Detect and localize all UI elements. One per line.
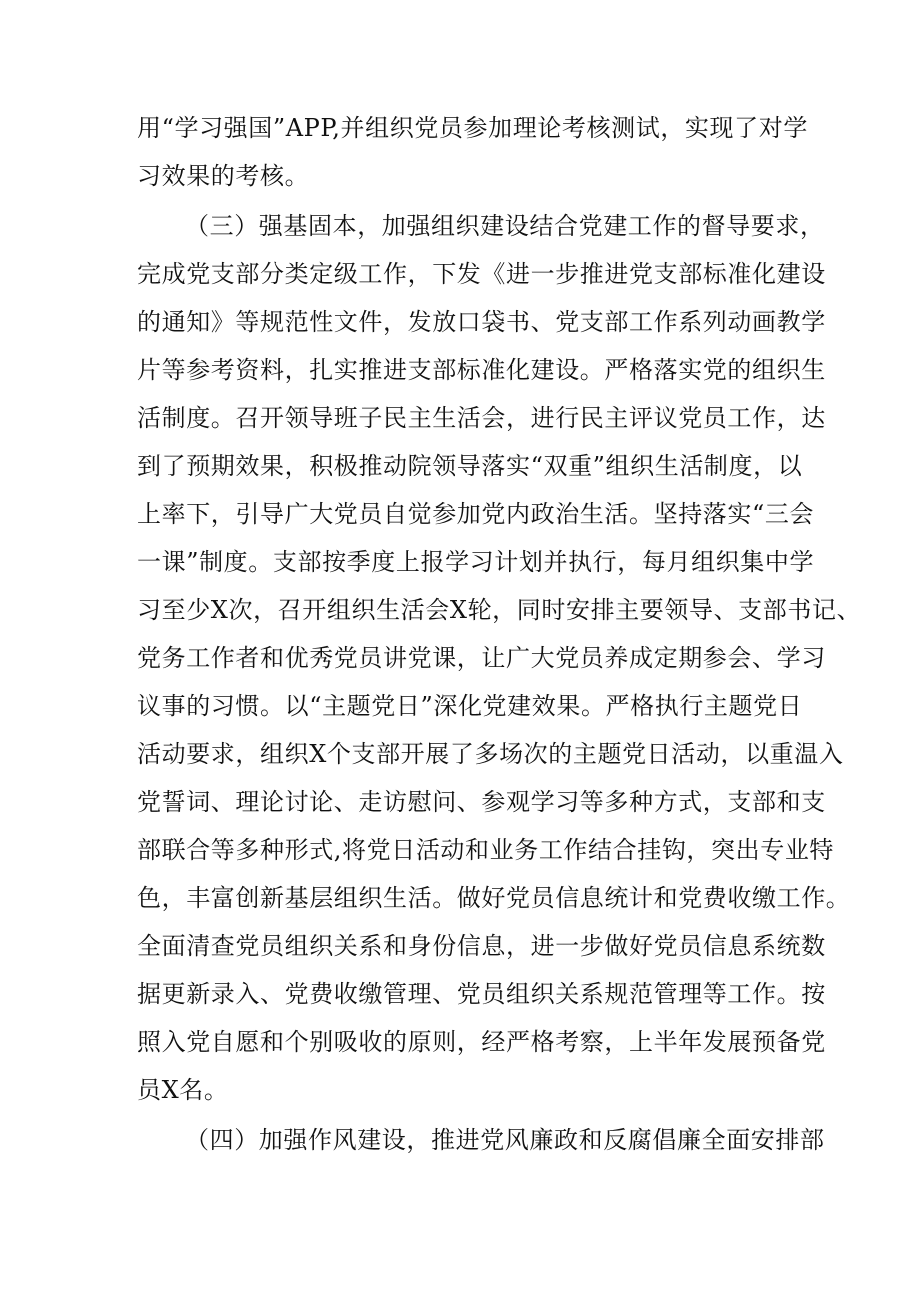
text-line: 片等参考资料，扎实推进支部标准化建设。严格落实党的组织生 [137, 356, 826, 384]
text-line: 色，丰富创新基层组织生活。做好党员信息统计和党费收缴工作。 [137, 884, 851, 912]
text-line: 上率下，引导广大党员自觉参加党内政治生活。坚持落实“三会 [137, 500, 815, 528]
text-line: 的通知》等规范性文件，发放口袋书、党支部工作系列动画教学 [137, 308, 826, 336]
text-line: 员X名。 [137, 1076, 229, 1104]
text-line: 议事的习惯。以“主题党日”深化党建效果。严格执行主题党日 [137, 692, 803, 720]
text-line: 全面清查党员组织关系和身份信息，进一步做好党员信息系统数 [137, 932, 826, 960]
text-line: 到了预期效果，积极推动院领导落实“双重”组织生活制度，以 [137, 452, 803, 480]
text-line: 活制度。召开领导班子民主生活会，进行民主评议党员工作，达 [137, 404, 826, 432]
text-line: 完成党支部分类定级工作，下发《进一步推进党支部标准化建设 [137, 260, 826, 288]
text-line: 部联合等多种形式,将党日活动和业务工作结合挂钩，突出专业特 [137, 836, 835, 864]
text-line: （四）加强作风建设，推进党风廉政和反腐倡廉全面安排部 [185, 1126, 825, 1154]
text-line: 据更新录入、党费收缴管理、党员组织关系规范管理等工作。按 [137, 980, 826, 1008]
text-line: 一课”制度。支部按季度上报学习计划并执行，每月组织集中学 [137, 548, 815, 576]
text-line: 党务工作者和优秀党员讲党课，让广大党员养成定期参会、学习 [137, 644, 826, 672]
text-line: （三）强基固本，加强组织建设结合党建工作的督导要求， [185, 212, 825, 240]
text-line: 习效果的考核。 [137, 162, 310, 190]
text-line: 党誓词、理论讨论、走访慰问、参观学习等多种方式，支部和支 [137, 788, 826, 816]
text-line: 照入党自愿和个别吸收的原则，经严格考察，上半年发展预备党 [137, 1028, 826, 1056]
text-line: 习至少X次，召开组织生活会X轮，同时安排主要领导、支部书记、 [137, 596, 862, 624]
text-line: 用“学习强国”APP,并组织党员参加理论考核测试，实现了对学 [137, 114, 808, 142]
text-line: 活动要求，组织X个支部开展了多场次的主题党日活动，以重温入 [137, 740, 844, 768]
